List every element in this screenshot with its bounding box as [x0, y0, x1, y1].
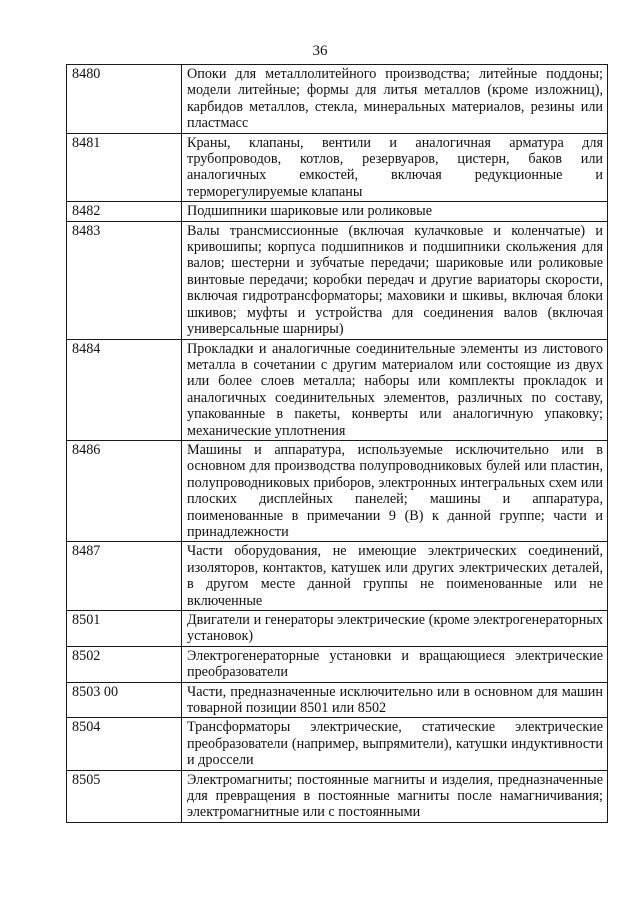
hs-code: 8487 — [67, 542, 182, 611]
table-row — [67, 440, 608, 541]
table-row — [67, 133, 608, 202]
hs-code: 8505 — [67, 770, 182, 822]
hs-code: 8486 — [67, 440, 182, 541]
hs-code: 8503 00 — [67, 682, 182, 718]
table-row — [67, 339, 608, 440]
hs-code: 8501 — [67, 611, 182, 647]
hs-code: 8481 — [67, 133, 182, 202]
goods-description: Машины и аппаратура, используемые исключительно или в основном для производства полупроводниковых булей или пластин, полупроводниковых приборов, электронных интегральных схем или плоских дисплейных панелей; машины и аппаратура, поименованные в примечании 9 (В) к данной группе; части и принадлежности — [182, 440, 608, 541]
table-row — [67, 646, 608, 682]
goods-description: Подшипники шариковые или роликовые — [182, 202, 608, 221]
goods-description: Части оборудования, не имеющие электрических соединений, изоляторов, контактов, катушек или других электрических деталей, в другом месте данной группы не поименованные или не включенные — [182, 542, 608, 611]
goods-description: Трансформаторы электрические, статические электрические преобразователи (например, выпрямители), катушки индуктивности и дроссели — [182, 718, 608, 770]
table-row — [67, 202, 608, 221]
goods-description: Электрогенераторные установки и вращающиеся электрические преобразователи — [182, 646, 608, 682]
goods-description: Части, предназначенные исключительно или в основном для машин товарной позиции 8501 или 8502 — [182, 682, 608, 718]
table-row — [67, 770, 608, 822]
page-number: 36 — [312, 43, 328, 59]
goods-description: Электромагниты; постоянные магниты и изделия, предназначенные для превращения в постоянные магниты после намагничивания; электромагнитные или с постоянными — [182, 770, 608, 822]
goods-description: Опоки для металлолитейного производства; литейные поддоны; модели литейные; формы для литья металлов (кроме изложниц), карбидов металлов, стекла, минеральных материалов, резины или пластмасс — [182, 65, 608, 134]
table-row — [67, 611, 608, 647]
goods-description: Краны, клапаны, вентили и аналогичная арматура для трубопроводов, котлов, резервуаров, цистерн, баков или аналогичных емкостей, включая редукционные и терморегулируемые клапаны — [182, 133, 608, 202]
table-row — [67, 718, 608, 770]
hs-code: 8504 — [67, 718, 182, 770]
hs-code: 8484 — [67, 339, 182, 440]
goods-description: Валы трансмиссионные (включая кулачковые и коленчатые) и кривошипы; корпуса подшипников и подшипники скольжения для валов; шестерни и зубчатые передачи; шариковые или роликовые винтовые передачи; коробки передач и другие вариаторы скорости, включая гидротрансформаторы; маховики и шкивы, включая блоки шкивов; муфты и устройства для соединения валов (включая универсальные шарниры) — [182, 221, 608, 339]
table-row — [67, 65, 608, 134]
table-row — [67, 542, 608, 611]
hs-code: 8482 — [67, 202, 182, 221]
goods-description: Двигатели и генераторы электрические (кроме электрогенераторных установок) — [182, 611, 608, 647]
table-row — [67, 682, 608, 718]
hs-code-table — [66, 64, 608, 823]
hs-code: 8483 — [67, 221, 182, 339]
hs-code: 8480 — [67, 65, 182, 134]
goods-description: Прокладки и аналогичные соединительные элементы из листового металла в сочетании с другим материалом или состоящие из двух или более слоев металла; наборы или комплекты прокладок и аналогичных соединительных элементов, различных по составу, упакованные в пакеты, конверты или аналогичную упаковку; механические уплотнения — [182, 339, 608, 440]
hs-code: 8502 — [67, 646, 182, 682]
table-row — [67, 221, 608, 339]
